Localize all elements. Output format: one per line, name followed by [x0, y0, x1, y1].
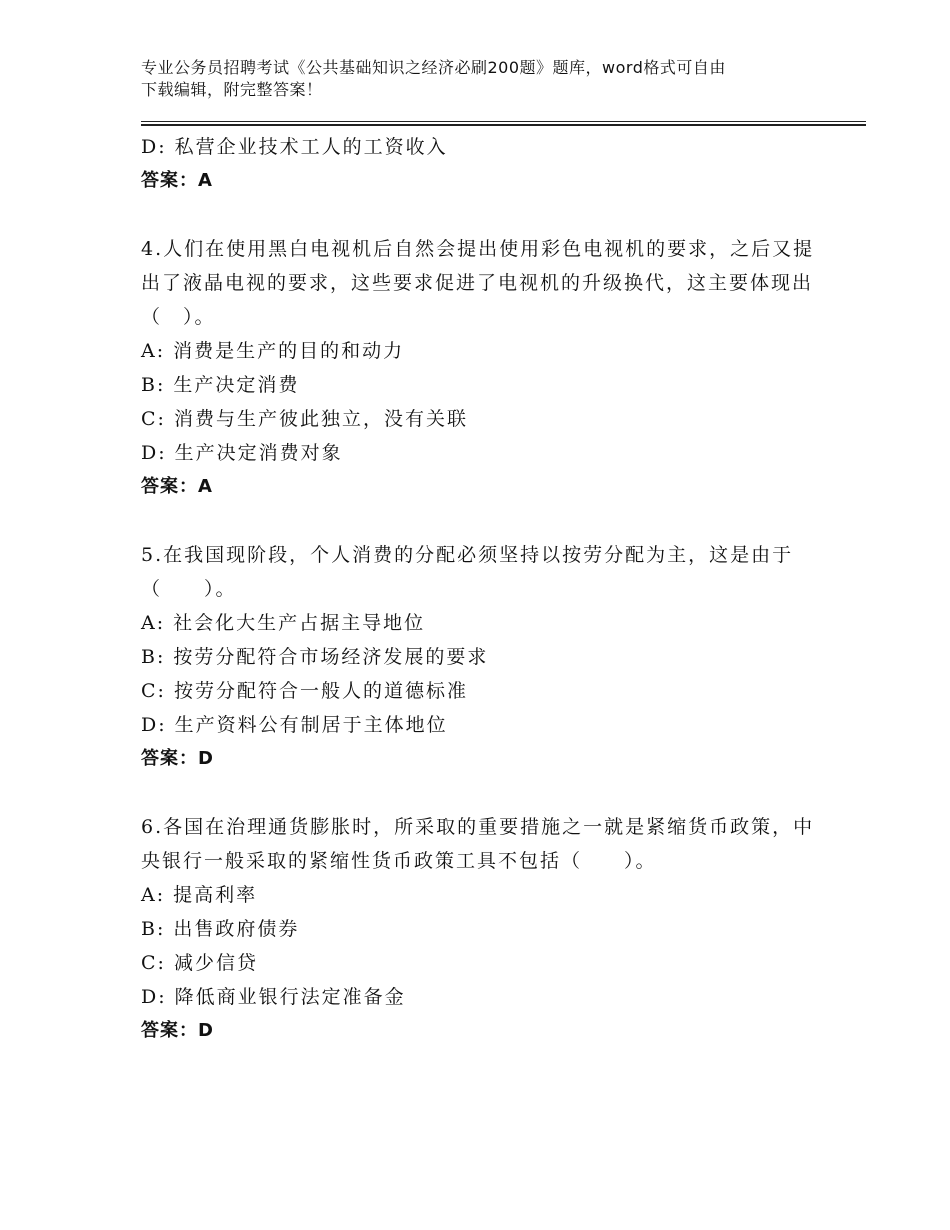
answer: 答案：A	[141, 476, 213, 497]
option-b: B: 出售政府债券	[141, 918, 300, 940]
question-4	[141, 232, 821, 504]
option-d: D: 降低商业银行法定准备金	[141, 986, 406, 1008]
option-d: D: 生产资料公有制居于主体地位	[141, 714, 448, 736]
answer: 答案：A	[141, 170, 213, 191]
answer: 答案：D	[141, 748, 214, 769]
option-d: D: 生产决定消费对象	[141, 442, 343, 464]
question-stem: 5.在我国现阶段，个人消费的分配必须坚持以按劳分配为主，这是由于（ ）。	[141, 544, 794, 600]
header-rule-thick	[141, 124, 866, 126]
header-line-2: 下载编辑，附完整答案！	[141, 80, 323, 99]
question-stem: 6.各国在治理通货膨胀时，所采取的重要措施之一就是紧缩货币政策，中央银行一般采取的紧缩性货币政策工具不包括（ ）。	[141, 816, 815, 872]
document-header	[141, 57, 821, 101]
question-stem: 4.人们在使用黑白电视机后自然会提出使用彩色电视机的要求，之后又提出了液晶电视的要求，这些要求促进了电视机的升级换代，这主要体现出（ ）。	[141, 238, 815, 328]
option-a: A: 提高利率	[141, 884, 258, 906]
option-c: C: 按劳分配符合一般人的道德标准	[141, 680, 468, 702]
question-6	[141, 810, 821, 1048]
option-a: A: 消费是生产的目的和动力	[141, 340, 405, 362]
option-d: D: 私营企业技术工人的工资收入	[141, 136, 448, 158]
option-b: B: 生产决定消费	[141, 374, 300, 396]
header-rule	[141, 121, 866, 122]
previous-question-tail	[141, 130, 821, 198]
answer: 答案：D	[141, 1020, 214, 1041]
option-c: C: 减少信贷	[141, 952, 258, 974]
question-content	[141, 130, 821, 1048]
option-a: A: 社会化大生产占据主导地位	[141, 612, 426, 634]
header-line-1: 专业公务员招聘考试《公共基础知识之经济必刷200题》题库，word格式可自由	[141, 58, 726, 77]
option-c: C: 消费与生产彼此独立，没有关联	[141, 408, 468, 430]
question-5	[141, 538, 821, 776]
option-b: B: 按劳分配符合市场经济发展的要求	[141, 646, 489, 668]
